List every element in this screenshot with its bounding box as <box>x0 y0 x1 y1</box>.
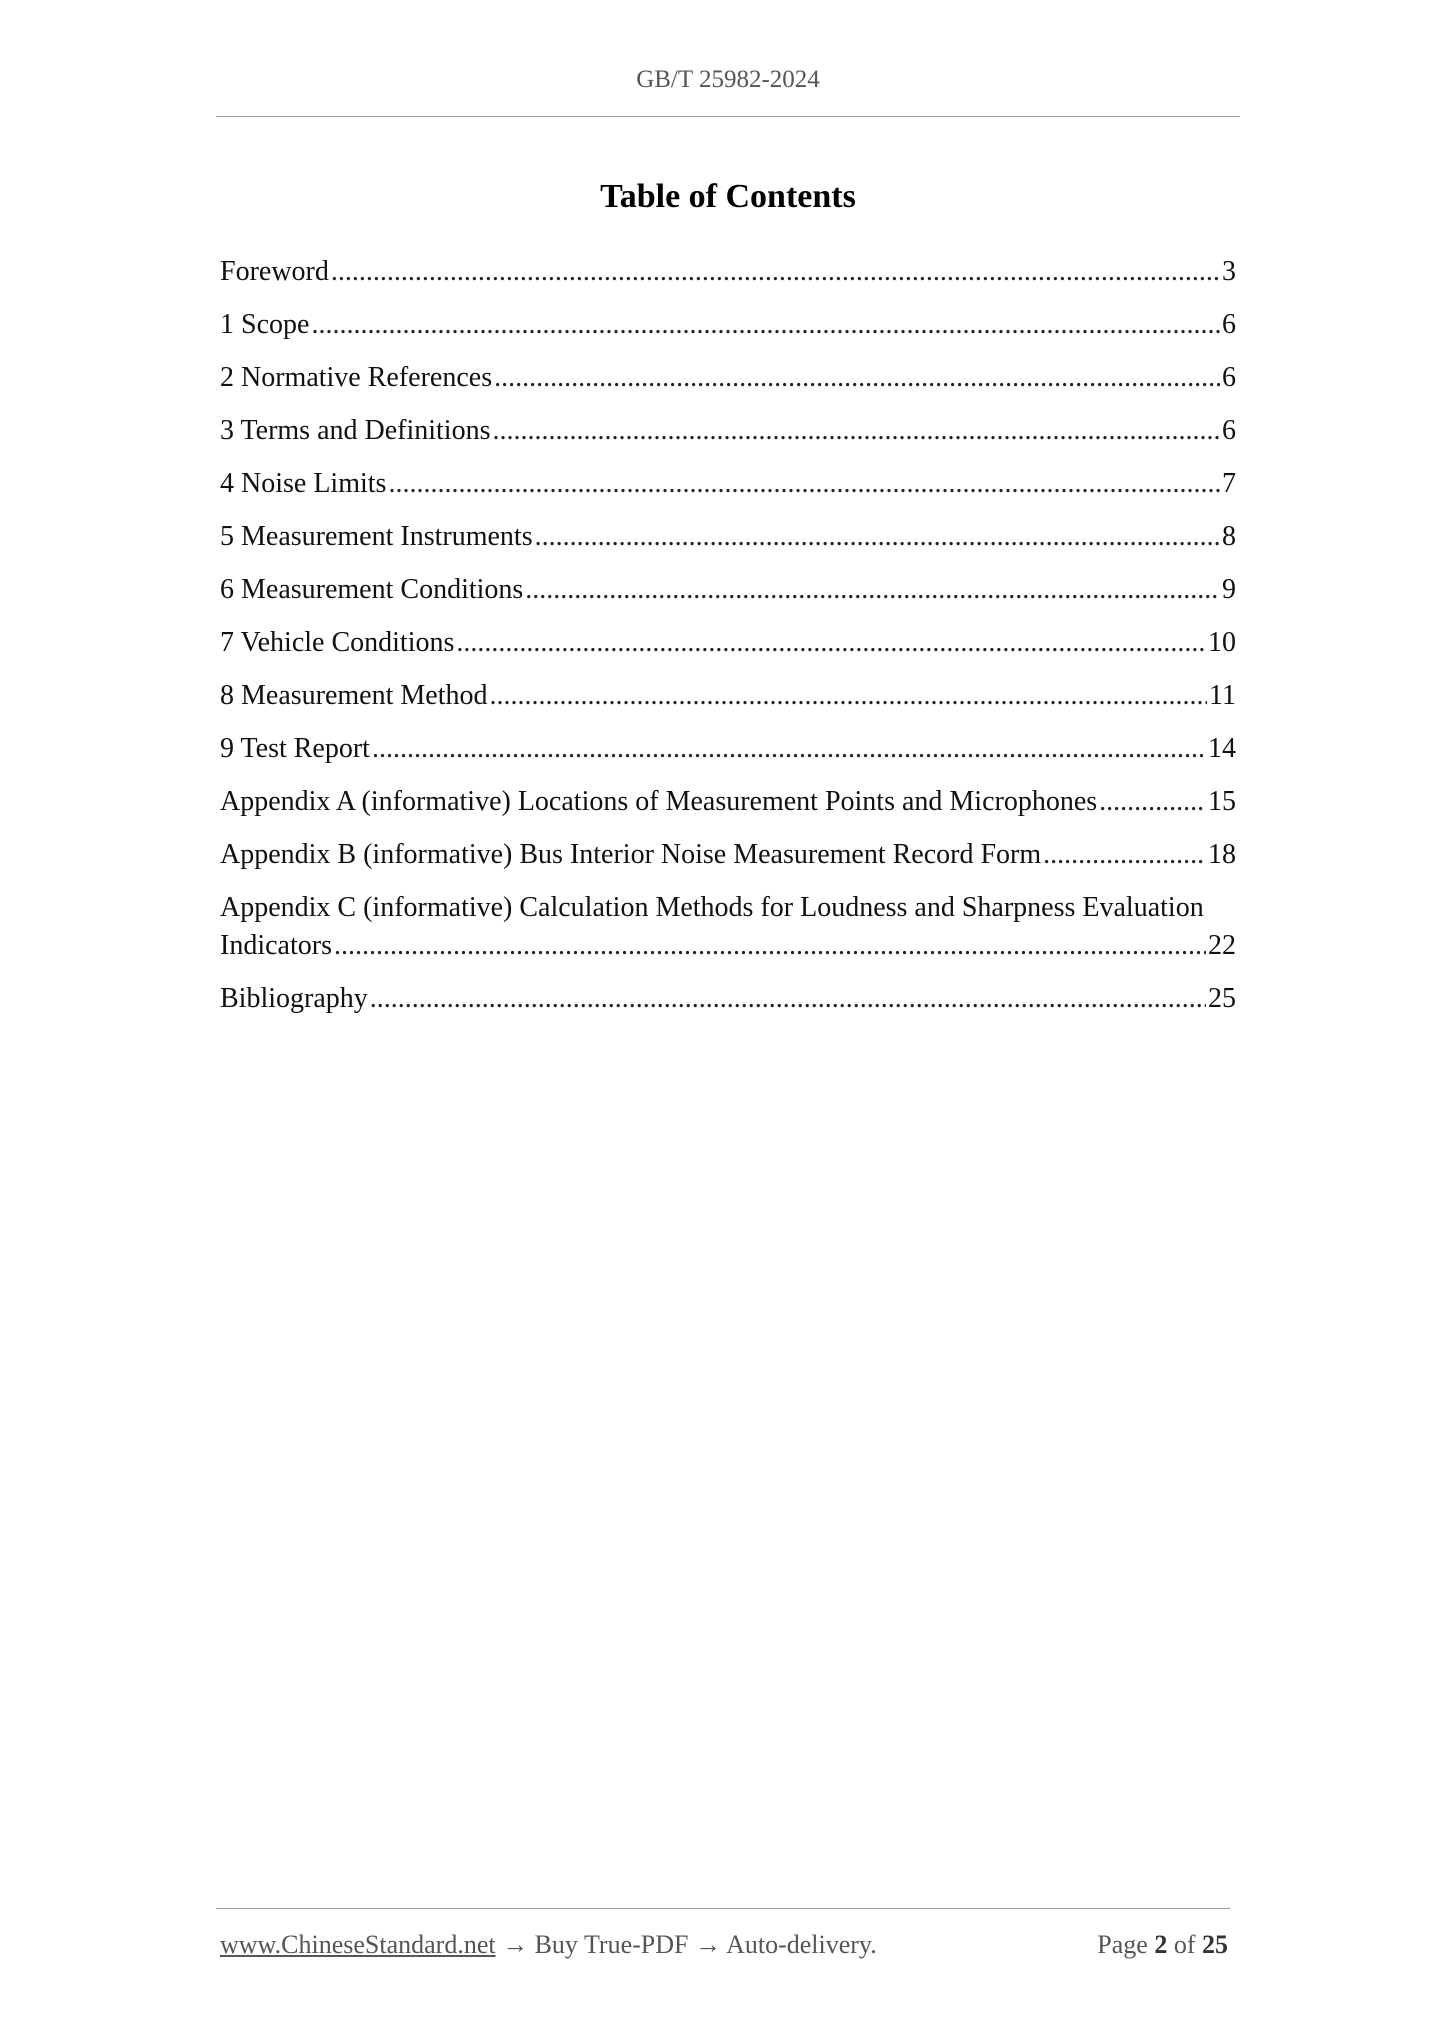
toc-entry-page: 14 <box>1208 733 1236 764</box>
dot-leader <box>388 467 1220 501</box>
toc-entry-label: Appendix C (informative) Calculation Methods for Loudness and Sharpness Evaluation <box>220 892 1204 923</box>
table-of-contents <box>220 255 1236 1035</box>
toc-entry-page: 11 <box>1209 680 1236 711</box>
toc-entry-label: Appendix A (informative) Locations of Measurement Points and Microphones <box>220 786 1098 817</box>
dot-leader <box>1099 785 1206 819</box>
toc-entry-test-report[interactable] <box>220 732 1236 785</box>
dot-leader <box>525 573 1220 607</box>
arrow-icon: → <box>695 1930 721 1959</box>
toc-entry-page: 8 <box>1222 521 1236 552</box>
toc-entry-label: 6 Measurement Conditions <box>220 574 524 605</box>
toc-entry-page: 3 <box>1222 256 1236 287</box>
toc-entry-label: 7 Vehicle Conditions <box>220 627 455 658</box>
page-footer <box>220 1930 1228 1960</box>
toc-title: Table of Contents <box>600 178 856 215</box>
header-divider <box>216 116 1240 117</box>
toc-entry-label: 5 Measurement Instruments <box>220 521 533 552</box>
dot-leader <box>490 679 1208 713</box>
toc-entry-appendix-c[interactable] <box>220 891 1236 982</box>
dot-leader <box>331 255 1220 289</box>
website-link[interactable]: www.ChineseStandard.net <box>220 1930 496 1959</box>
dot-leader <box>334 929 1206 963</box>
toc-entry-label-continuation: Indicators <box>220 930 332 961</box>
footer-divider <box>216 1908 1230 1909</box>
toc-entry-measurement-method[interactable] <box>220 679 1236 732</box>
toc-entry-bibliography[interactable] <box>220 982 1236 1035</box>
toc-entry-page: 15 <box>1208 786 1236 817</box>
toc-entry-page: 7 <box>1222 468 1236 499</box>
toc-entry-noise-limits[interactable] <box>220 467 1236 520</box>
toc-entry-measurement-conditions[interactable] <box>220 573 1236 626</box>
dot-leader <box>535 520 1220 554</box>
toc-entry-label: Appendix B (informative) Bus Interior Noise Measurement Record Form <box>220 839 1042 870</box>
toc-entry-label: 2 Normative References <box>220 362 493 393</box>
toc-entry-appendix-b[interactable] <box>220 838 1236 891</box>
document-code-header: GB/T 25982-2024 <box>636 66 820 93</box>
toc-entry-page: 25 <box>1208 983 1236 1014</box>
page-word: Page <box>1097 1930 1148 1959</box>
buy-pdf-text: Buy True-PDF <box>534 1930 689 1959</box>
toc-entry-scope[interactable] <box>220 308 1236 361</box>
dot-leader <box>492 414 1220 448</box>
toc-entry-label: Bibliography <box>220 983 368 1014</box>
toc-entry-appendix-a[interactable] <box>220 785 1236 838</box>
of-word: of <box>1173 1930 1196 1959</box>
dot-leader <box>1043 838 1206 872</box>
toc-entry-label: 4 Noise Limits <box>220 468 387 499</box>
arrow-icon: → <box>502 1930 529 1959</box>
toc-entry-foreword[interactable] <box>220 255 1236 308</box>
toc-entry-label: 1 Scope <box>220 309 310 340</box>
toc-entry-label: 3 Terms and Definitions <box>220 415 491 446</box>
toc-entry-page: 18 <box>1208 839 1236 870</box>
toc-entry-label: 8 Measurement Method <box>220 680 488 711</box>
total-pages: 25 <box>1202 1930 1228 1959</box>
toc-entry-terms-definitions[interactable] <box>220 414 1236 467</box>
footer-promo <box>220 1930 877 1960</box>
toc-entry-vehicle-conditions[interactable] <box>220 626 1236 679</box>
toc-entry-page: 6 <box>1222 309 1236 340</box>
current-page: 2 <box>1154 1930 1168 1959</box>
toc-entry-page: 9 <box>1222 574 1236 605</box>
toc-entry-page: 6 <box>1222 362 1236 393</box>
delivery-text: Auto-delivery. <box>726 1930 877 1959</box>
toc-entry-page: 22 <box>1208 930 1236 961</box>
toc-entry-page: 10 <box>1208 627 1236 658</box>
dot-leader <box>494 361 1220 395</box>
dot-leader <box>456 626 1206 660</box>
toc-entry-label: 9 Test Report <box>220 733 370 764</box>
toc-entry-label: Foreword <box>220 256 329 287</box>
toc-entry-normative-references[interactable] <box>220 361 1236 414</box>
toc-entry-measurement-instruments[interactable] <box>220 520 1236 573</box>
toc-entry-page: 6 <box>1222 415 1236 446</box>
page-number <box>1097 1930 1228 1960</box>
dot-leader <box>370 982 1206 1016</box>
dot-leader <box>311 308 1220 342</box>
dot-leader <box>372 732 1206 766</box>
